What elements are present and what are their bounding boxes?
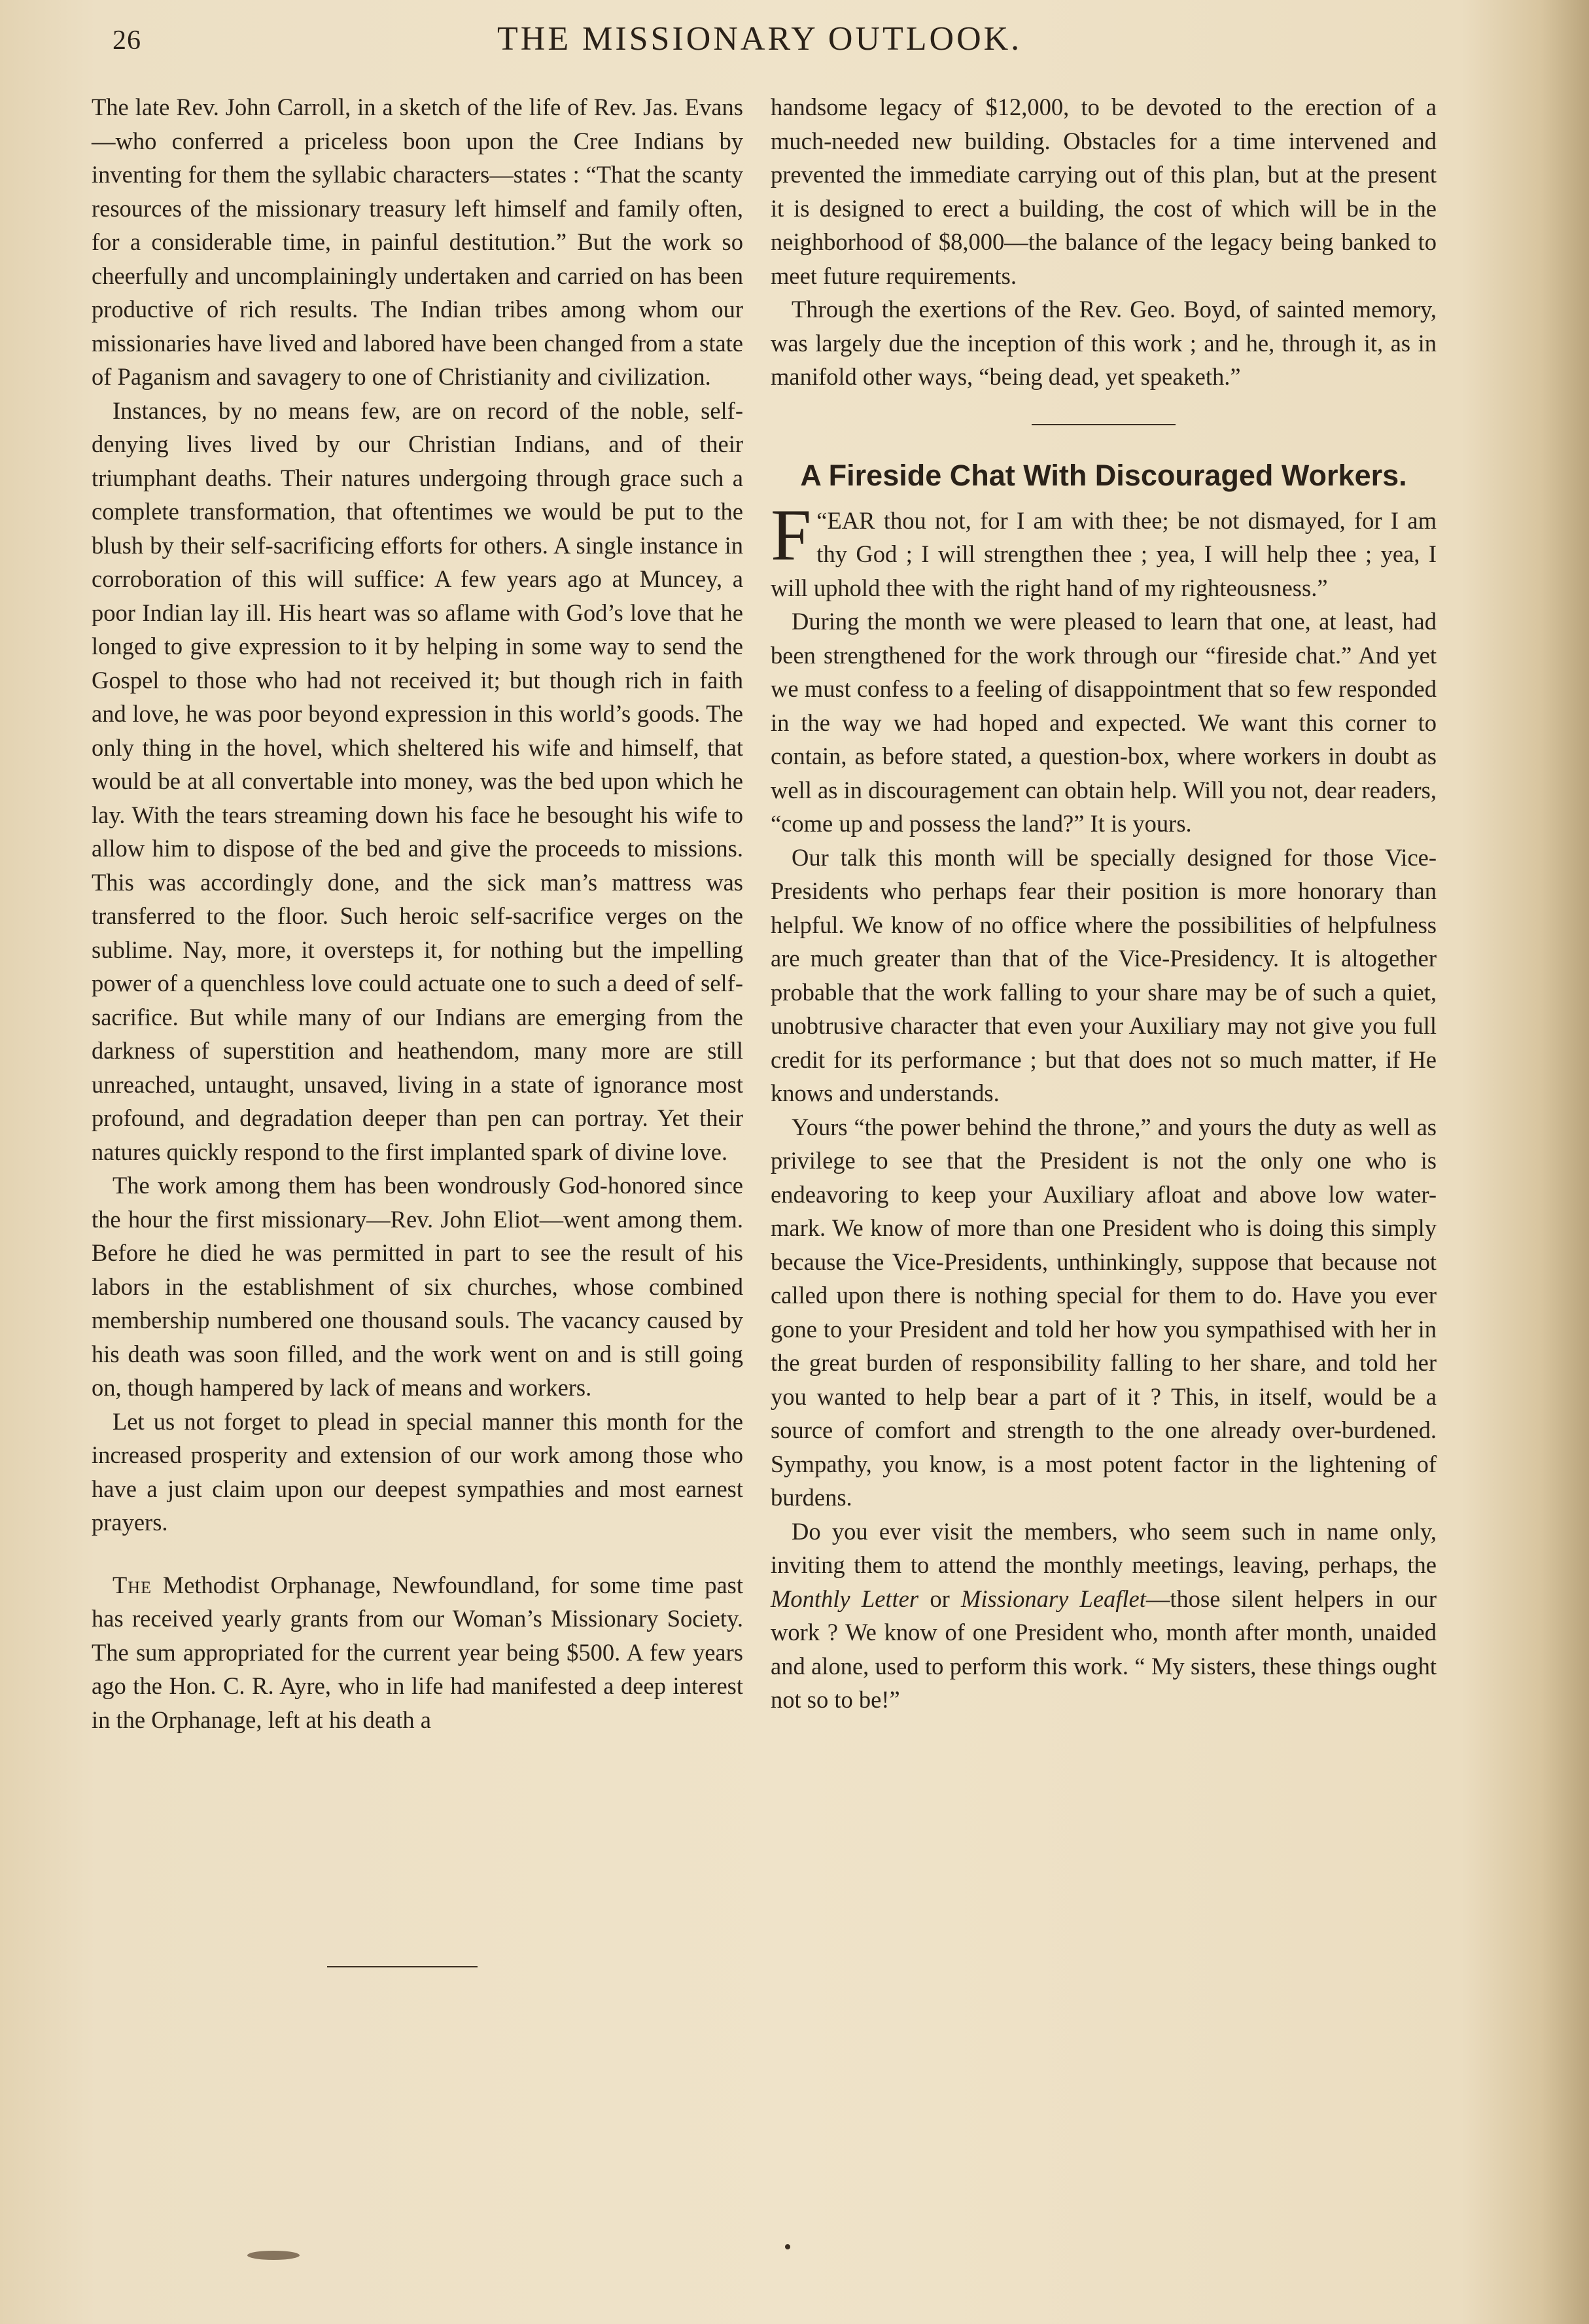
- article-heading: A Fireside Chat With Discouraged Workers.: [800, 458, 1407, 492]
- opening-quote-mark: “: [816, 506, 828, 534]
- missionary-leaflet-title: Missionary Leaflet: [961, 1585, 1146, 1612]
- monthly-letter-title: Monthly Letter: [771, 1585, 919, 1612]
- section-divider-left: [327, 1966, 478, 1967]
- right-column: [771, 90, 1437, 1717]
- visit-text-a: Do you ever visit the members, who seem such in name only, inviting them to attend the monthly meetings, leaving, perhaps, the: [771, 1517, 1437, 1578]
- left-paragraph-3: The work among them has been wondrously God-honored since the hour the first missionary—Rev. John Eliot—went among them. Before he died he was permitted in part to see the result of his labors in the establishment of six churches, whose combined membership numbered one thousand souls. The vacancy caused by his death was soon filled, and the work went on and is still going on, though hampered by lack of means and workers.: [92, 1172, 743, 1401]
- section-divider-right: [1032, 424, 1176, 425]
- orphanage-text: Methodist Orphanage, Newfoundland, for some time past has received yearly grants from our Woman’s Missionary Society. The sum appropriated for the current year being $500. A few years ago the Hon. C. R. Ayre, who in life had manifested a deep interest in the Orphanage, left at his death a: [92, 1571, 743, 1733]
- scripture-quote: [771, 494, 1437, 605]
- page-number: 26: [113, 26, 141, 56]
- right-paragraph-2: Through the exertions of the Rev. Geo. Boyd, of sainted memory, was largely due the inception of this work ; and he, through it, as in manifold other ways, “being dead, yet speaketh.”: [771, 296, 1437, 390]
- scripture-text: EAR thou not, for I am with thee; be not dismayed, for I am thy God ; I will strengthen thee ; yea, I will help thee ; yea, I will uphold thee with the right hand of my righteousness.”: [771, 506, 1437, 601]
- running-head: THE MISSIONARY OUTLOOK.: [497, 20, 1022, 58]
- right-paragraph-6: Yours “the power behind the throne,” and yours the duty as well as privilege to see that the President is not the only one who is endeavoring to keep your Auxiliary afloat and above low water-mark. We know of more than one President who is doing this simply because the Vice-Presidents, unthinkingly, suppose that because not called upon there is nothing special for them to do. Have you ever gone to your President and told her how you sympathised with her in the great burden of responsibility falling to her share, and told her you wanted to help bear a part of it ? This, in itself, would be a source of comfort and strength to the one already over-burdened. Sympathy, you know, is a most potent factor in the lightening of burdens.: [771, 1113, 1437, 1511]
- visit-text-b: or: [918, 1585, 962, 1612]
- right-paragraph-5: Our talk this month will be specially designed for those Vice-Presidents who perhaps fear their position is more honorary than helpful. We know of no office where the possibilities of helpfulness are much greater than that of the Vice-Presidency. It is altogether probable that the work falling to your share may be of such a quiet, unobtrusive character that even your Auxiliary may not give you full credit for its performance ; but that does not so much matter, if He knows and understands.: [771, 843, 1437, 1106]
- orphanage-lead-word: The: [113, 1571, 152, 1598]
- left-paragraph-1: The late Rev. John Carroll, in a sketch of the life of Rev. Jas. Evans—who conferred a priceless boon upon the Cree Indians by inventing for them the syllabic characters—states : “That the scanty resources of the missionary treasury left himself and family often, for a considerable time, in painful destitution.” But the work so cheerfully and uncomplainingly undertaken and carried on has been productive of rich results. The Indian tribes among whom our missionaries have lived and labored have been changed from a state of Paganism and savagery to one of Christianity and civilization.: [92, 94, 743, 390]
- right-paragraph-7: [771, 1515, 1437, 1717]
- right-paragraph-4: During the month we were pleased to learn that one, at least, had been strengthened for the work through our “fireside chat.” And yet we must confess to a feeling of disappointment that so few responded in the way we had hoped and expected. We want this corner to contain, as before stated, a question-box, where workers in doubt as well as in discouragement can obtain help. Will you not, dear readers, “come up and possess the land?” It is yours.: [771, 608, 1437, 837]
- right-paragraph-1: handsome legacy of $12,000, to be devoted to the erection of a much-needed new building. Obstacles for a time intervened and prevented the immediate carrying out of this plan, but at the present it is designed to erect a building, the cost of which will be in the neighborhood of $8,000—the balance of the legacy being banked to meet future requirements.: [771, 94, 1437, 289]
- left-paragraph-5: [92, 1568, 743, 1737]
- visit-text-c: —those silent helpers in our work ? We know of one President who, month after month, unaided and alone, used to perform this work. “ My sisters, these things ought not so to be!”: [771, 1585, 1437, 1713]
- ink-dot: [785, 2244, 790, 2249]
- ink-smudge: [247, 2251, 300, 2260]
- left-column: [92, 90, 743, 1736]
- drop-cap: F: [771, 494, 812, 576]
- left-paragraph-4: Let us not forget to plead in special manner this month for the increased prosperity and extension of our work among those who have a just claim upon our deepest sympathies and most earnest prayers.: [92, 1407, 743, 1536]
- left-paragraph-2: Instances, by no means few, are on record of the noble, self-denying lives lived by our Christian Indians, and of their triumphant deaths. Their natures undergoing through grace such a complete transformation, that oftentimes we would be put to the blush by their self-sacrificing efforts for others. A single instance in corroboration of this will suffice: A few years ago at Muncey, a poor Indian lay ill. His heart was so aflame with God’s love that he longed to give expression to it by helping in some way to send the Gospel to those who had not received it; but though rich in faith and love, he was poor beyond expression in this world’s goods. The only thing in the hovel, which sheltered his wife and himself, that would be at all convertable into money, was the bed upon which he lay. With the tears streaming down his face he besought his wife to allow him to dispose of the bed and give the proceeds to missions. This was accordingly done, and the sick man’s mattress was transferred to the floor. Such heroic self-sacrifice verges on the sublime. Nay, more, it oversteps it, for nothing but the impelling power of a quenchless love could actuate one to such a deed of self-sacrifice. But while many of our Indians are emerging from the darkness of superstition and heathendom, many more are still unreached, untaught, unsaved, living in a state of ignorance most profound, and degradation deeper than pen can portray. Yet their natures quickly respond to the first implanted spark of divine love.: [92, 396, 743, 1165]
